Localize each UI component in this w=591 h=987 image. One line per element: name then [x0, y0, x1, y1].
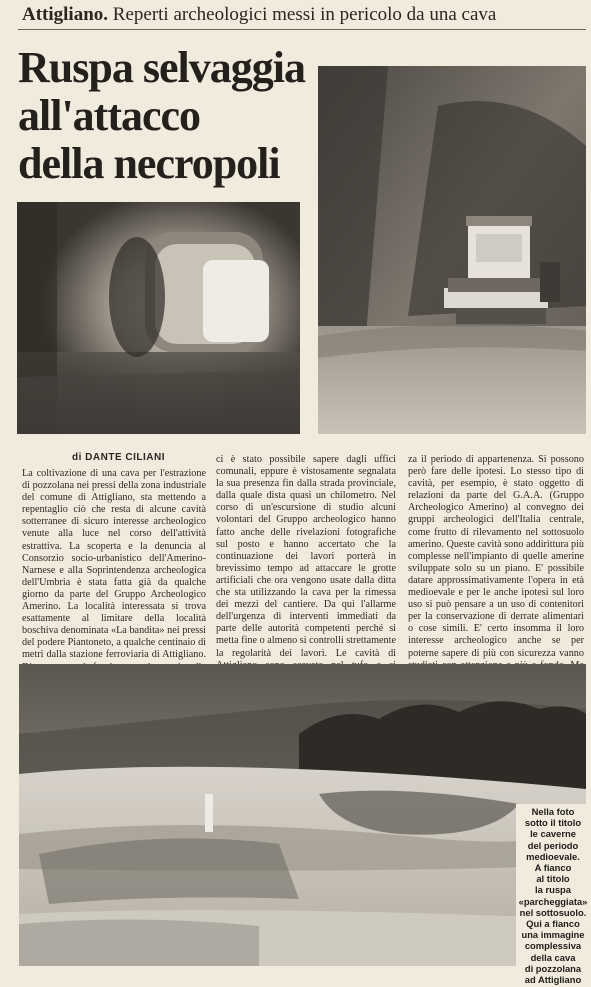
caption-line: nel sottosuolo.: [519, 906, 587, 918]
caption-line: «parcheggiata»: [518, 895, 588, 907]
byline: di DANTE CILIANI: [72, 452, 165, 463]
headline: [18, 44, 308, 188]
article-column-1-text: La coltivazione di una cava per l'estrazione di pozzolana nei pressi della zona industriale del comune di Attigliano, sta mettendo a repentaglio ciò che resta di alcune cavità sotterranee di sicuro interesse archeologico venute alla luce nel corso dell'attività estrattiva. La scoperta e la denuncia al Consorzio socio-urbanistico dell'Amerino-Narnese e alla Soprintendenza archeologica dell'Umbria è stata fatta già da qualche giorno da parte del Gruppo Archeologico Amerino. La località interessata si trova esattamente al limitare della località boschiva denominata «La bandita» nei pressi del podere Piantoneto, a qualche centinaio di metri dalla stazione ferroviaria di Attigliano.: [22, 468, 206, 661]
cave-photo: [17, 202, 300, 434]
caption-line: Qui a fianco: [526, 918, 580, 930]
article-column-2-text: ci è stato possibile sapere dagli uffici comunali, eppure è vistosamente segnalata la sua presenza fin dalla strada provinciale, dalla quale dista quasi un chilometro. Nel corso di un'escursione di studio alcuni volontari del Gruppo archeologico hanno fatto anche delle rivelazioni fotografiche sul posto e hanno accertato che la continuazione dei lavori porterà in brevissimo tempo ad attaccare le grotte artificiali che ora vengono usate dalla ditta che sta utilizzando la cava per la rimessa dei mezzi del cantiere. Da qui l'allarme dell'urgenza di interventi immediati da parte delle autorità competenti perché si metta fine o almeno si controlli strettamente la regolarità dei lavori. Le cavità di: [216, 454, 396, 659]
caption-line: la ruspa: [535, 884, 571, 896]
caption-line: A fianco: [534, 862, 572, 874]
caption-line: complessiva: [524, 940, 582, 952]
article-column-3: [408, 454, 584, 696]
caption-line: sotto il titolo: [524, 817, 582, 829]
caption-line: ad Attigliano: [524, 974, 582, 986]
article-column-3-text: za il periodo di appartenenza. Si possono però fare delle ipotesi. Lo stesso tipo di cavità, per esempio, è stato oggetto di relazioni da parte del G.A.A. (Gruppo Archeologico Amerino) al convegno dei gruppi archeologici dell'Italia centrale, come frutto di rilevamento nel sottosuolo amerino. Queste cavità sono addirittura più complesse nell'impianto di quelle amerine sviluppate solo su un piano. E' possibile datare approssimativamente l'opera in età medioevale e per le anche ipotesi sul loro uso si può pensare a un uso di contenitori per la conservazione di derrate alimentari o cose simili. E' certo insomma il loro interesse archeologico anche se per poterne sapere di più con sicurezza vanno: [408, 454, 584, 659]
caption-line: del periodo: [527, 839, 579, 851]
caption-line: al titolo: [536, 873, 570, 885]
caption-line: medioevale.: [526, 850, 580, 862]
bulldozer-photo-image: [318, 66, 586, 434]
photo-caption: [516, 804, 590, 987]
headline-line-3: della necropoli: [18, 139, 280, 188]
kicker-text: Reperti archeologici messi in pericolo da una cava: [112, 4, 497, 25]
quarry-photo-image: [19, 664, 586, 966]
quarry-photo: [19, 664, 586, 966]
top-rule: [18, 29, 586, 30]
kicker-place: Attigliano.: [22, 4, 109, 25]
headline-line-1: Ruspa selvaggia: [18, 43, 305, 92]
headline-line-2: all'attacco: [18, 91, 201, 140]
caption-line: le caverne: [530, 828, 576, 840]
article-column-2: [216, 454, 396, 696]
caption-line: della cava: [530, 951, 576, 963]
cave-photo-image: [17, 202, 300, 434]
kicker-line: [22, 4, 582, 26]
caption-line: di pozzolana: [524, 962, 582, 974]
caption-line: una immagine: [521, 929, 585, 941]
bulldozer-photo: [318, 66, 586, 434]
caption-line: Nella foto: [531, 806, 575, 817]
